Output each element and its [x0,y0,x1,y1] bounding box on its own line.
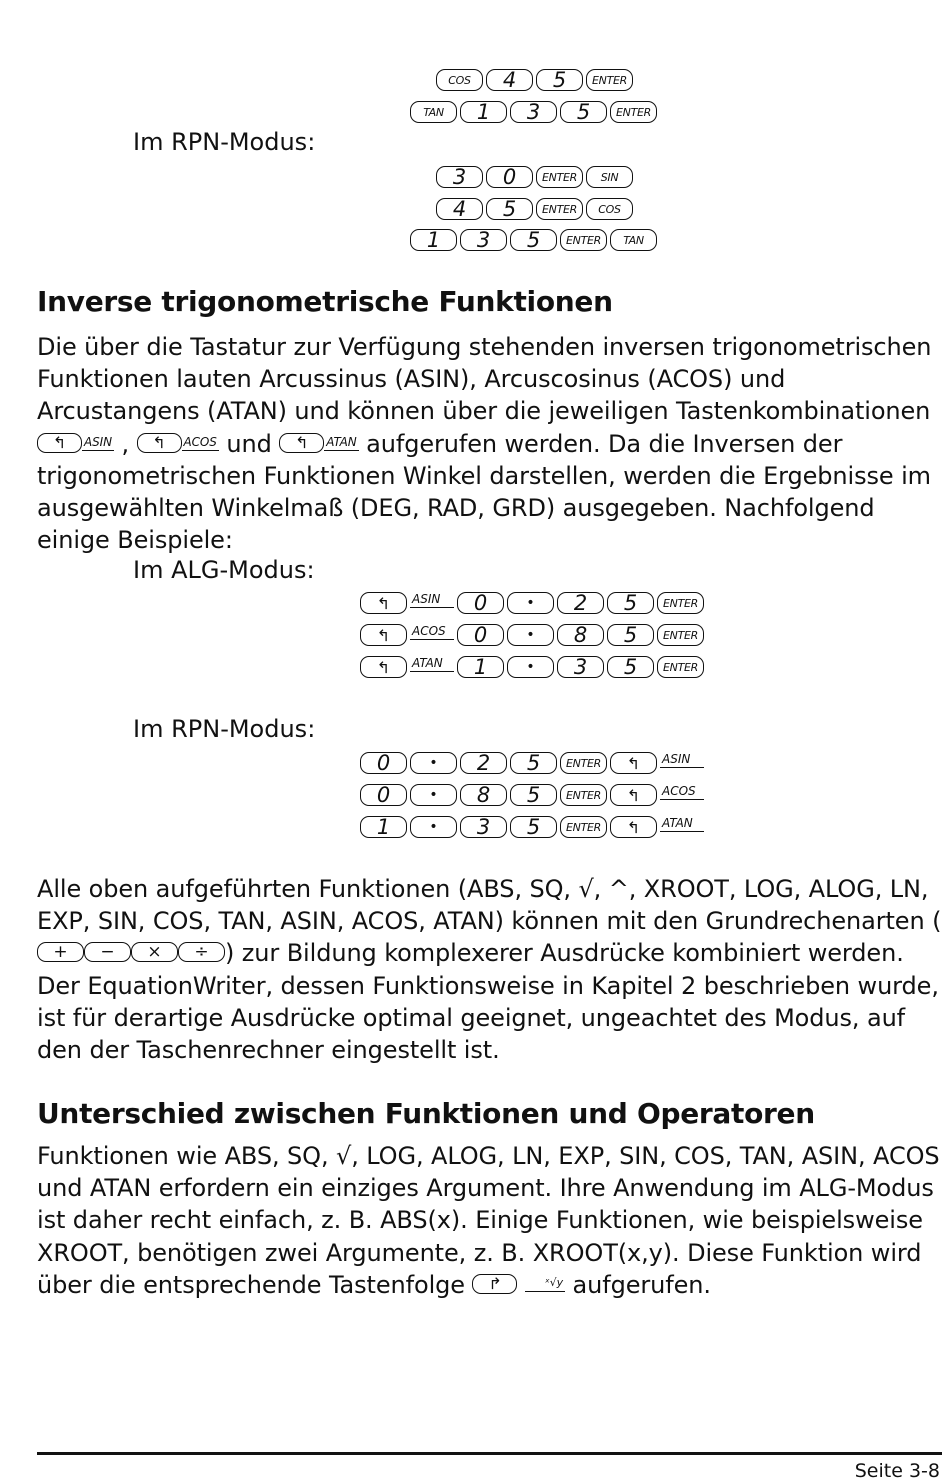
left-shift-arrow-icon: ↰ [626,753,641,773]
section-heading-inverse-trig: Inverse trigonometrische Funktionen [37,285,613,318]
digit-key: 5 [510,229,557,251]
right-shift-key [472,1274,517,1294]
shifted-function-label: ACOS [660,784,704,800]
digit-key: 8 [460,784,507,806]
acos-key-label: ACOS [183,434,217,449]
digit-key: 3 [557,656,604,678]
digit-key: 1 [457,656,504,678]
digit-key: 0 [360,752,407,774]
left-shift-combo [610,752,704,774]
para-text: aufgerufen werden. Da die Inversen der trigonometrischen Funktionen Winkel darstellen, werden die Ergebnisse im ausgewählten Winkelmaß (DEG, RAD, GRD) ausgegeben. Nachfolgend einige Beispiele: [37,429,931,555]
left-shift-combo [360,656,454,678]
left-shift-combo [610,816,704,838]
left-shift-combo [360,592,454,614]
para-text: und [226,429,272,458]
para-text: Funktionen wie ABS, SQ, √, LOG, ALOG, LN, EXP, SIN, COS, TAN, ASIN, ACOS und ATAN erfordern ein einziges Argument. Ihre Anwendung im ALG-Modus ist daher recht einfach, z. B. ABS(x). Einige Funktionen, wie beispielsweise XROOT, benötigen zwei Argumente, z. B. XROOT(x,y). Diese Funktion wird über die entsprechende Tastenfolge [37,1142,940,1299]
atan-key-label: ATAN [326,434,357,449]
function-key: ENTER [586,69,633,91]
function-key: ENTER [560,752,607,774]
digit-key: 3 [510,101,557,123]
function-key: TAN [410,101,457,123]
digit-key: 1 [410,229,457,251]
left-shift-arrow-icon: ↰ [376,593,391,613]
para-text: Alle oben aufgeführten Funktionen (ABS, SQ, √, ^, XROOT, LOG, ALOG, LN, EXP, SIN, COS, TAN, ASIN, ACOS, ATAN) können mit den Grundrechenarten ( [37,875,942,936]
para-text: aufgerufen. [572,1270,711,1299]
function-key: ENTER [560,816,607,838]
digit-key: 3 [436,166,483,188]
key-sequence-row [360,784,704,806]
digit-key: 5 [560,101,607,123]
digit-key: 3 [460,816,507,838]
shifted-function-label: ACOS [410,624,454,640]
decimal-point-key: • [507,592,554,614]
left-shift-key [137,433,182,453]
digit-key: 0 [457,624,504,646]
digit-key: 1 [360,816,407,838]
function-key: ENTER [657,656,704,678]
rpn-mode-label-2: Im RPN-Modus: [133,715,316,743]
left-shift-combo [360,624,454,646]
key-sequence-row [360,592,704,614]
left-shift-key [360,592,407,614]
alg-mode-label: Im ALG-Modus: [133,556,315,584]
digit-key: 0 [360,784,407,806]
key-sequence-row [360,624,704,646]
right-shift-arrow-icon: ↱ [488,1273,502,1293]
digit-key: 0 [486,166,533,188]
left-shift-key [279,433,324,453]
digit-key: 5 [510,816,557,838]
left-shift-key [360,656,407,678]
decimal-point-key: • [507,624,554,646]
key-sequence-row [360,656,704,678]
multiply-key: × [131,942,178,962]
function-key: ENTER [610,101,657,123]
para-text: ) zur Bildung komplexerer Ausdrücke kombiniert werden. Der EquationWriter, dessen Funktionsweise in Kapitel 2 beschrieben wurde, ist für derartige Ausdrücke optimal geeignet, ungeachtet des Modus, auf den der Taschenrechner eingestellt ist. [37,939,939,1065]
left-shift-key [360,624,407,646]
paragraph-inverse-intro [37,331,942,556]
left-shift-arrow-icon: ↰ [376,625,391,645]
left-shift-arrow-icon: ↰ [52,432,67,452]
shifted-function-label: ATAN [410,656,454,672]
left-shift-arrow-icon: ↰ [295,432,309,452]
digit-key: 0 [457,592,504,614]
digit-key: 5 [510,784,557,806]
digit-key: 8 [557,624,604,646]
divide-key: ÷ [178,942,225,962]
footer-divider [37,1452,942,1455]
page-number: Seite 3-8 [854,1460,940,1482]
digit-key: 4 [436,198,483,220]
left-shift-arrow-icon: ↰ [626,785,641,805]
function-key: COS [436,69,483,91]
digit-key: 2 [460,752,507,774]
left-shift-key [610,752,657,774]
left-shift-combo [610,784,704,806]
key-sequence-row [410,229,657,251]
rpn-mode-label-1: Im RPN-Modus: [133,128,316,156]
shifted-function-label: ASIN [660,752,704,768]
digit-key: 5 [607,656,654,678]
function-key: ENTER [536,166,583,188]
para-text: , [121,429,130,458]
digit-key: 2 [557,592,604,614]
para-text: Die über die Tastatur zur Verfügung stehenden inversen trigonometrischen Funktionen lauten Arcussinus (ASIN), Arcuscosinus (ACOS) und Arcustangens (ATAN) und können über die jeweiligen Tastenkombinationen [37,333,932,426]
function-key: ENTER [560,784,607,806]
left-shift-arrow-icon: ↰ [626,817,641,837]
function-key: ENTER [560,229,607,251]
left-shift-key [610,816,657,838]
function-key: TAN [610,229,657,251]
digit-key: 5 [486,198,533,220]
key-sequence-row [436,198,633,220]
xroot-key-label: ˣ√y [525,1276,565,1292]
decimal-point-key: • [410,752,457,774]
left-shift-arrow-icon: ↰ [152,432,166,452]
digit-key: 3 [460,229,507,251]
key-sequence-row [436,69,633,91]
function-key: ENTER [657,624,704,646]
plus-key: + [37,942,84,962]
key-sequence-row [410,101,657,123]
minus-key: − [84,942,131,962]
paragraph-functions-operators [37,1140,942,1301]
function-key: ENTER [536,198,583,220]
function-key: SIN [586,166,633,188]
section-heading-functions-operators: Unterschied zwischen Funktionen und Operatoren [37,1097,815,1130]
digit-key: 1 [460,101,507,123]
digit-key: 5 [536,69,583,91]
asin-key-label: ASIN [84,434,112,449]
digit-key: 5 [607,592,654,614]
decimal-point-key: • [410,784,457,806]
key-sequence-row [360,752,704,774]
left-shift-arrow-icon: ↰ [376,657,391,677]
decimal-point-key: • [507,656,554,678]
digit-key: 5 [607,624,654,646]
left-shift-key [610,784,657,806]
key-sequence-row [436,166,633,188]
paragraph-combination [37,873,942,1066]
shifted-function-label: ASIN [410,592,454,608]
decimal-point-key: • [410,816,457,838]
function-key: COS [586,198,633,220]
shifted-function-label: ATAN [660,816,704,832]
key-sequence-row [360,816,704,838]
digit-key: 5 [510,752,557,774]
left-shift-key [37,433,82,453]
digit-key: 4 [486,69,533,91]
function-key: ENTER [657,592,704,614]
